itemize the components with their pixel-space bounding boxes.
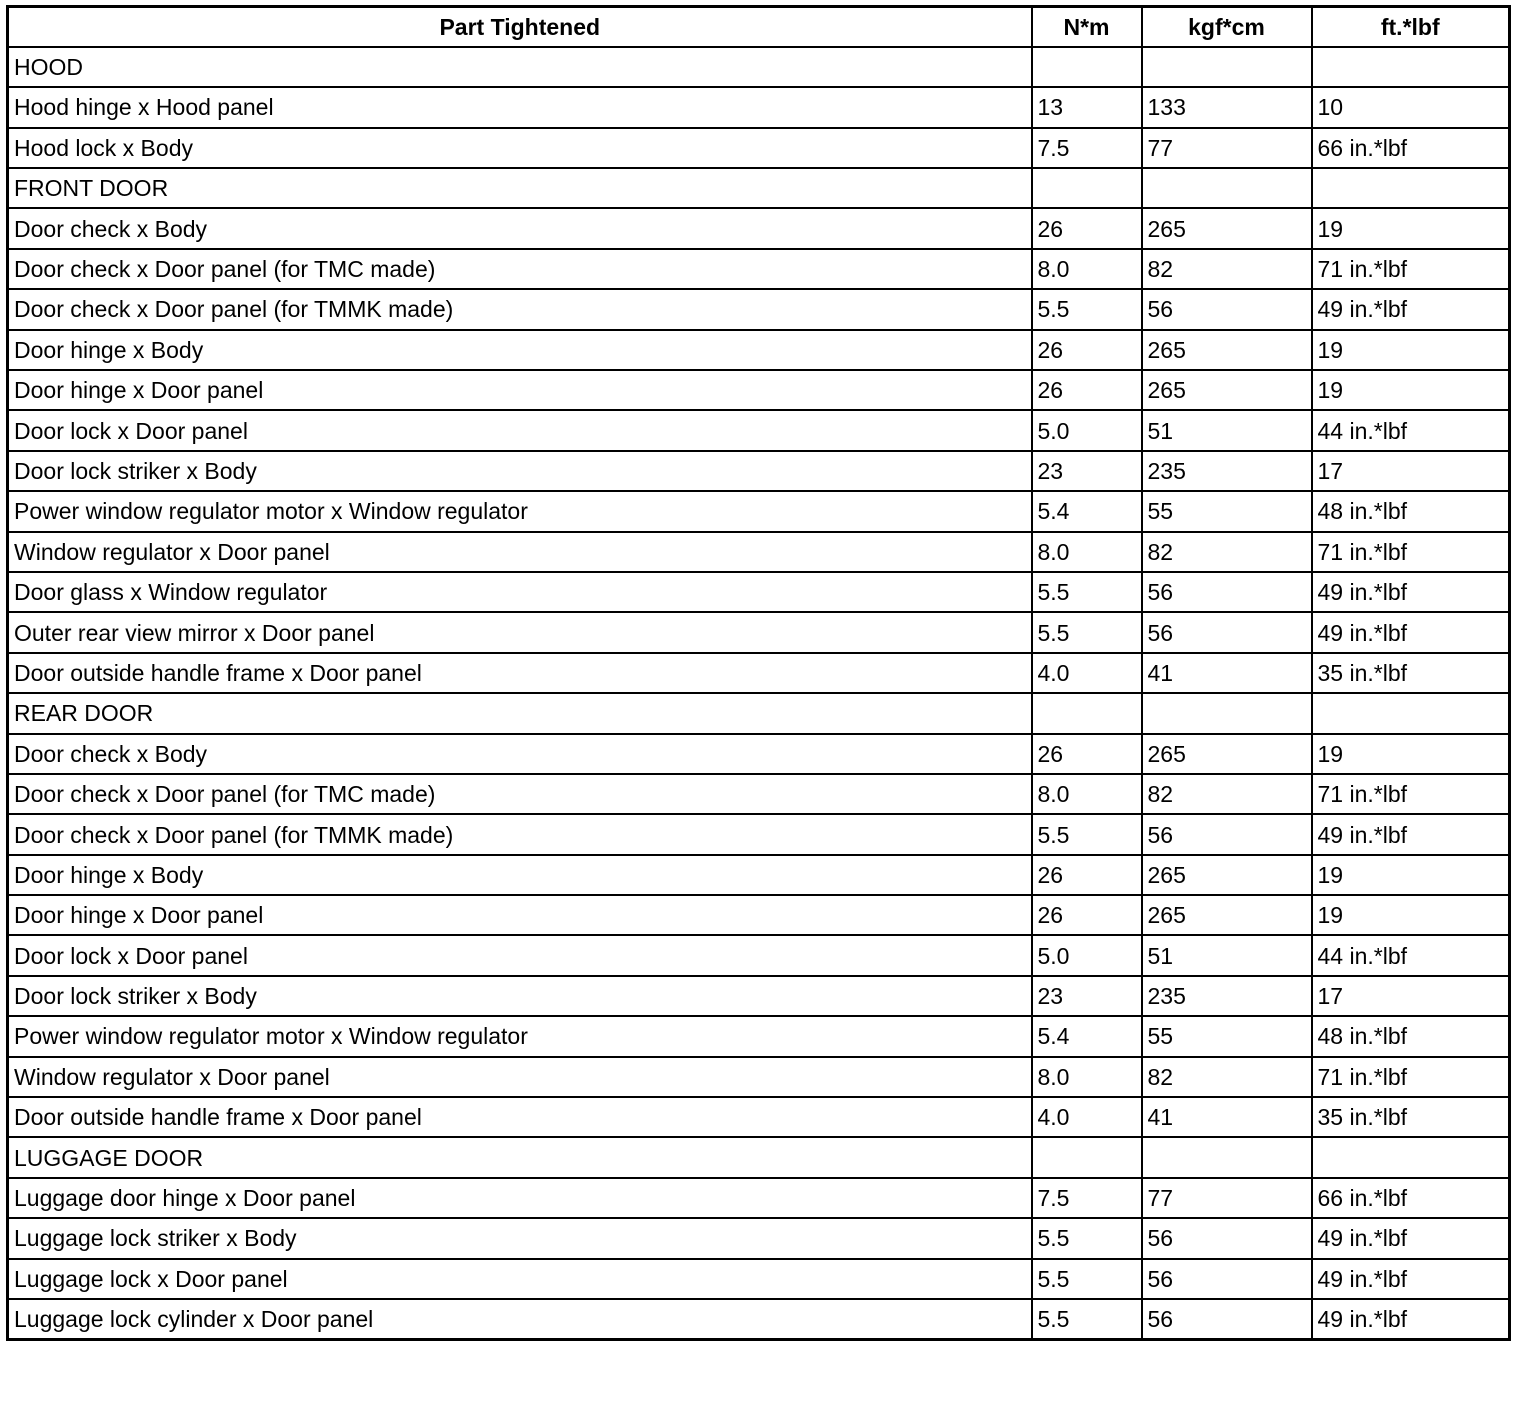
cell-kgf-cm: 56 [1142, 1218, 1312, 1258]
section-row [8, 168, 1510, 208]
table-row [8, 370, 1510, 410]
cell-part: Door lock x Door panel [8, 935, 1032, 975]
table-row [8, 653, 1510, 693]
cell-ft-lbf: 35 in.*lbf [1312, 653, 1510, 693]
table-row [8, 1097, 1510, 1137]
cell-part: Power window regulator motor x Window regulator [8, 1016, 1032, 1056]
cell-nm: 5.4 [1032, 1016, 1142, 1056]
table-row [8, 1218, 1510, 1258]
cell-ft-lbf: 49 in.*lbf [1312, 289, 1510, 329]
cell-part: Luggage door hinge x Door panel [8, 1178, 1032, 1218]
cell-ft-lbf: 17 [1312, 451, 1510, 491]
cell-ft-lbf: 48 in.*lbf [1312, 491, 1510, 531]
cell-kgf-cm [1142, 168, 1312, 208]
cell-nm: 5.5 [1032, 1259, 1142, 1299]
cell-nm: 26 [1032, 855, 1142, 895]
cell-part: Luggage lock cylinder x Door panel [8, 1299, 1032, 1339]
table-row [8, 128, 1510, 168]
cell-part: Door check x Door panel (for TMMK made) [8, 814, 1032, 854]
cell-kgf-cm [1142, 1137, 1312, 1177]
cell-ft-lbf: 19 [1312, 895, 1510, 935]
cell-ft-lbf: 49 in.*lbf [1312, 814, 1510, 854]
cell-part: Door glass x Window regulator [8, 572, 1032, 612]
cell-kgf-cm: 51 [1142, 410, 1312, 450]
table-row [8, 895, 1510, 935]
cell-ft-lbf: 19 [1312, 370, 1510, 410]
cell-nm: 8.0 [1032, 1057, 1142, 1097]
cell-kgf-cm: 265 [1142, 734, 1312, 774]
cell-part: Door lock x Door panel [8, 410, 1032, 450]
table-row [8, 1299, 1510, 1339]
section-row [8, 47, 1510, 87]
cell-part: Door hinge x Door panel [8, 370, 1032, 410]
table-header-row [8, 7, 1510, 47]
header-ft-lbf: ft.*lbf [1312, 7, 1510, 47]
cell-nm: 5.5 [1032, 1218, 1142, 1258]
cell-kgf-cm: 56 [1142, 289, 1312, 329]
table-row [8, 491, 1510, 531]
cell-ft-lbf [1312, 47, 1510, 87]
table-row [8, 855, 1510, 895]
table-row [8, 734, 1510, 774]
table-row [8, 249, 1510, 289]
cell-nm: 5.5 [1032, 1299, 1142, 1339]
table-row [8, 774, 1510, 814]
table-row [8, 1178, 1510, 1218]
cell-ft-lbf: 66 in.*lbf [1312, 1178, 1510, 1218]
cell-kgf-cm: 77 [1142, 128, 1312, 168]
cell-ft-lbf: 10 [1312, 87, 1510, 127]
table-body [8, 47, 1510, 1340]
cell-ft-lbf: 19 [1312, 208, 1510, 248]
cell-part: Door check x Door panel (for TMC made) [8, 774, 1032, 814]
cell-part: Window regulator x Door panel [8, 532, 1032, 572]
cell-ft-lbf: 35 in.*lbf [1312, 1097, 1510, 1137]
table-row [8, 1057, 1510, 1097]
cell-ft-lbf: 49 in.*lbf [1312, 612, 1510, 652]
cell-part: Power window regulator motor x Window regulator [8, 491, 1032, 531]
section-title: FRONT DOOR [8, 168, 1032, 208]
table-row [8, 410, 1510, 450]
cell-part: Door hinge x Door panel [8, 895, 1032, 935]
cell-part: Door hinge x Body [8, 855, 1032, 895]
table-row [8, 532, 1510, 572]
cell-kgf-cm: 235 [1142, 976, 1312, 1016]
cell-ft-lbf: 19 [1312, 330, 1510, 370]
table-row [8, 814, 1510, 854]
cell-kgf-cm: 235 [1142, 451, 1312, 491]
cell-part: Luggage lock striker x Body [8, 1218, 1032, 1258]
cell-nm: 8.0 [1032, 532, 1142, 572]
cell-kgf-cm: 82 [1142, 774, 1312, 814]
cell-kgf-cm: 56 [1142, 814, 1312, 854]
cell-ft-lbf: 17 [1312, 976, 1510, 1016]
header-kgf-cm: kgf*cm [1142, 7, 1312, 47]
cell-part: Luggage lock x Door panel [8, 1259, 1032, 1299]
header-part-tightened: Part Tightened [8, 7, 1032, 47]
cell-nm: 7.5 [1032, 1178, 1142, 1218]
cell-nm: 26 [1032, 895, 1142, 935]
cell-nm: 4.0 [1032, 1097, 1142, 1137]
cell-nm: 26 [1032, 734, 1142, 774]
cell-kgf-cm: 41 [1142, 653, 1312, 693]
cell-kgf-cm: 82 [1142, 532, 1312, 572]
cell-kgf-cm: 51 [1142, 935, 1312, 975]
cell-kgf-cm [1142, 693, 1312, 733]
cell-part: Door check x Body [8, 208, 1032, 248]
section-title: LUGGAGE DOOR [8, 1137, 1032, 1177]
cell-kgf-cm: 77 [1142, 1178, 1312, 1218]
table-row [8, 289, 1510, 329]
cell-kgf-cm: 265 [1142, 330, 1312, 370]
cell-ft-lbf: 49 in.*lbf [1312, 1218, 1510, 1258]
cell-part: Door check x Door panel (for TMMK made) [8, 289, 1032, 329]
table-row [8, 935, 1510, 975]
cell-nm: 7.5 [1032, 128, 1142, 168]
cell-nm: 13 [1032, 87, 1142, 127]
cell-part: Door check x Body [8, 734, 1032, 774]
table-row [8, 451, 1510, 491]
cell-part: Hood lock x Body [8, 128, 1032, 168]
cell-ft-lbf: 49 in.*lbf [1312, 1299, 1510, 1339]
table-row [8, 330, 1510, 370]
cell-kgf-cm: 55 [1142, 491, 1312, 531]
cell-kgf-cm: 56 [1142, 572, 1312, 612]
cell-kgf-cm: 133 [1142, 87, 1312, 127]
table-row [8, 208, 1510, 248]
cell-nm: 5.5 [1032, 289, 1142, 329]
cell-nm: 26 [1032, 208, 1142, 248]
cell-kgf-cm: 56 [1142, 612, 1312, 652]
cell-kgf-cm [1142, 47, 1312, 87]
cell-ft-lbf: 19 [1312, 734, 1510, 774]
cell-ft-lbf: 66 in.*lbf [1312, 128, 1510, 168]
cell-ft-lbf [1312, 693, 1510, 733]
table-row [8, 572, 1510, 612]
cell-nm: 23 [1032, 976, 1142, 1016]
torque-spec-sheet [6, 5, 1508, 1341]
cell-nm: 5.0 [1032, 935, 1142, 975]
cell-nm: 5.0 [1032, 410, 1142, 450]
table-row [8, 612, 1510, 652]
cell-nm: 5.4 [1032, 491, 1142, 531]
cell-nm: 26 [1032, 330, 1142, 370]
header-newton-meter: N*m [1032, 7, 1142, 47]
cell-part: Door outside handle frame x Door panel [8, 1097, 1032, 1137]
cell-part: Door lock striker x Body [8, 451, 1032, 491]
cell-kgf-cm: 56 [1142, 1259, 1312, 1299]
cell-nm [1032, 1137, 1142, 1177]
cell-part: Door lock striker x Body [8, 976, 1032, 1016]
section-row [8, 1137, 1510, 1177]
cell-ft-lbf: 48 in.*lbf [1312, 1016, 1510, 1056]
cell-kgf-cm: 56 [1142, 1299, 1312, 1339]
cell-ft-lbf: 44 in.*lbf [1312, 935, 1510, 975]
cell-nm [1032, 168, 1142, 208]
cell-ft-lbf: 71 in.*lbf [1312, 774, 1510, 814]
cell-part: Window regulator x Door panel [8, 1057, 1032, 1097]
cell-kgf-cm: 265 [1142, 208, 1312, 248]
section-title: REAR DOOR [8, 693, 1032, 733]
cell-kgf-cm: 55 [1142, 1016, 1312, 1056]
cell-kgf-cm: 265 [1142, 855, 1312, 895]
cell-nm: 4.0 [1032, 653, 1142, 693]
cell-ft-lbf: 49 in.*lbf [1312, 572, 1510, 612]
table-row [8, 976, 1510, 1016]
cell-ft-lbf: 71 in.*lbf [1312, 532, 1510, 572]
section-title: HOOD [8, 47, 1032, 87]
torque-spec-table [6, 5, 1511, 1341]
cell-nm [1032, 693, 1142, 733]
cell-nm [1032, 47, 1142, 87]
cell-ft-lbf: 71 in.*lbf [1312, 1057, 1510, 1097]
cell-kgf-cm: 82 [1142, 249, 1312, 289]
cell-kgf-cm: 82 [1142, 1057, 1312, 1097]
cell-part: Hood hinge x Hood panel [8, 87, 1032, 127]
cell-ft-lbf [1312, 1137, 1510, 1177]
table-row [8, 87, 1510, 127]
cell-nm: 5.5 [1032, 612, 1142, 652]
cell-ft-lbf: 19 [1312, 855, 1510, 895]
cell-ft-lbf [1312, 168, 1510, 208]
cell-nm: 8.0 [1032, 774, 1142, 814]
cell-nm: 5.5 [1032, 814, 1142, 854]
cell-nm: 26 [1032, 370, 1142, 410]
cell-kgf-cm: 41 [1142, 1097, 1312, 1137]
cell-ft-lbf: 71 in.*lbf [1312, 249, 1510, 289]
cell-kgf-cm: 265 [1142, 895, 1312, 935]
cell-kgf-cm: 265 [1142, 370, 1312, 410]
table-row [8, 1016, 1510, 1056]
cell-nm: 5.5 [1032, 572, 1142, 612]
cell-nm: 23 [1032, 451, 1142, 491]
section-row [8, 693, 1510, 733]
cell-part: Outer rear view mirror x Door panel [8, 612, 1032, 652]
cell-ft-lbf: 49 in.*lbf [1312, 1259, 1510, 1299]
cell-part: Door hinge x Body [8, 330, 1032, 370]
cell-ft-lbf: 44 in.*lbf [1312, 410, 1510, 450]
cell-part: Door check x Door panel (for TMC made) [8, 249, 1032, 289]
cell-part: Door outside handle frame x Door panel [8, 653, 1032, 693]
table-row [8, 1259, 1510, 1299]
cell-nm: 8.0 [1032, 249, 1142, 289]
